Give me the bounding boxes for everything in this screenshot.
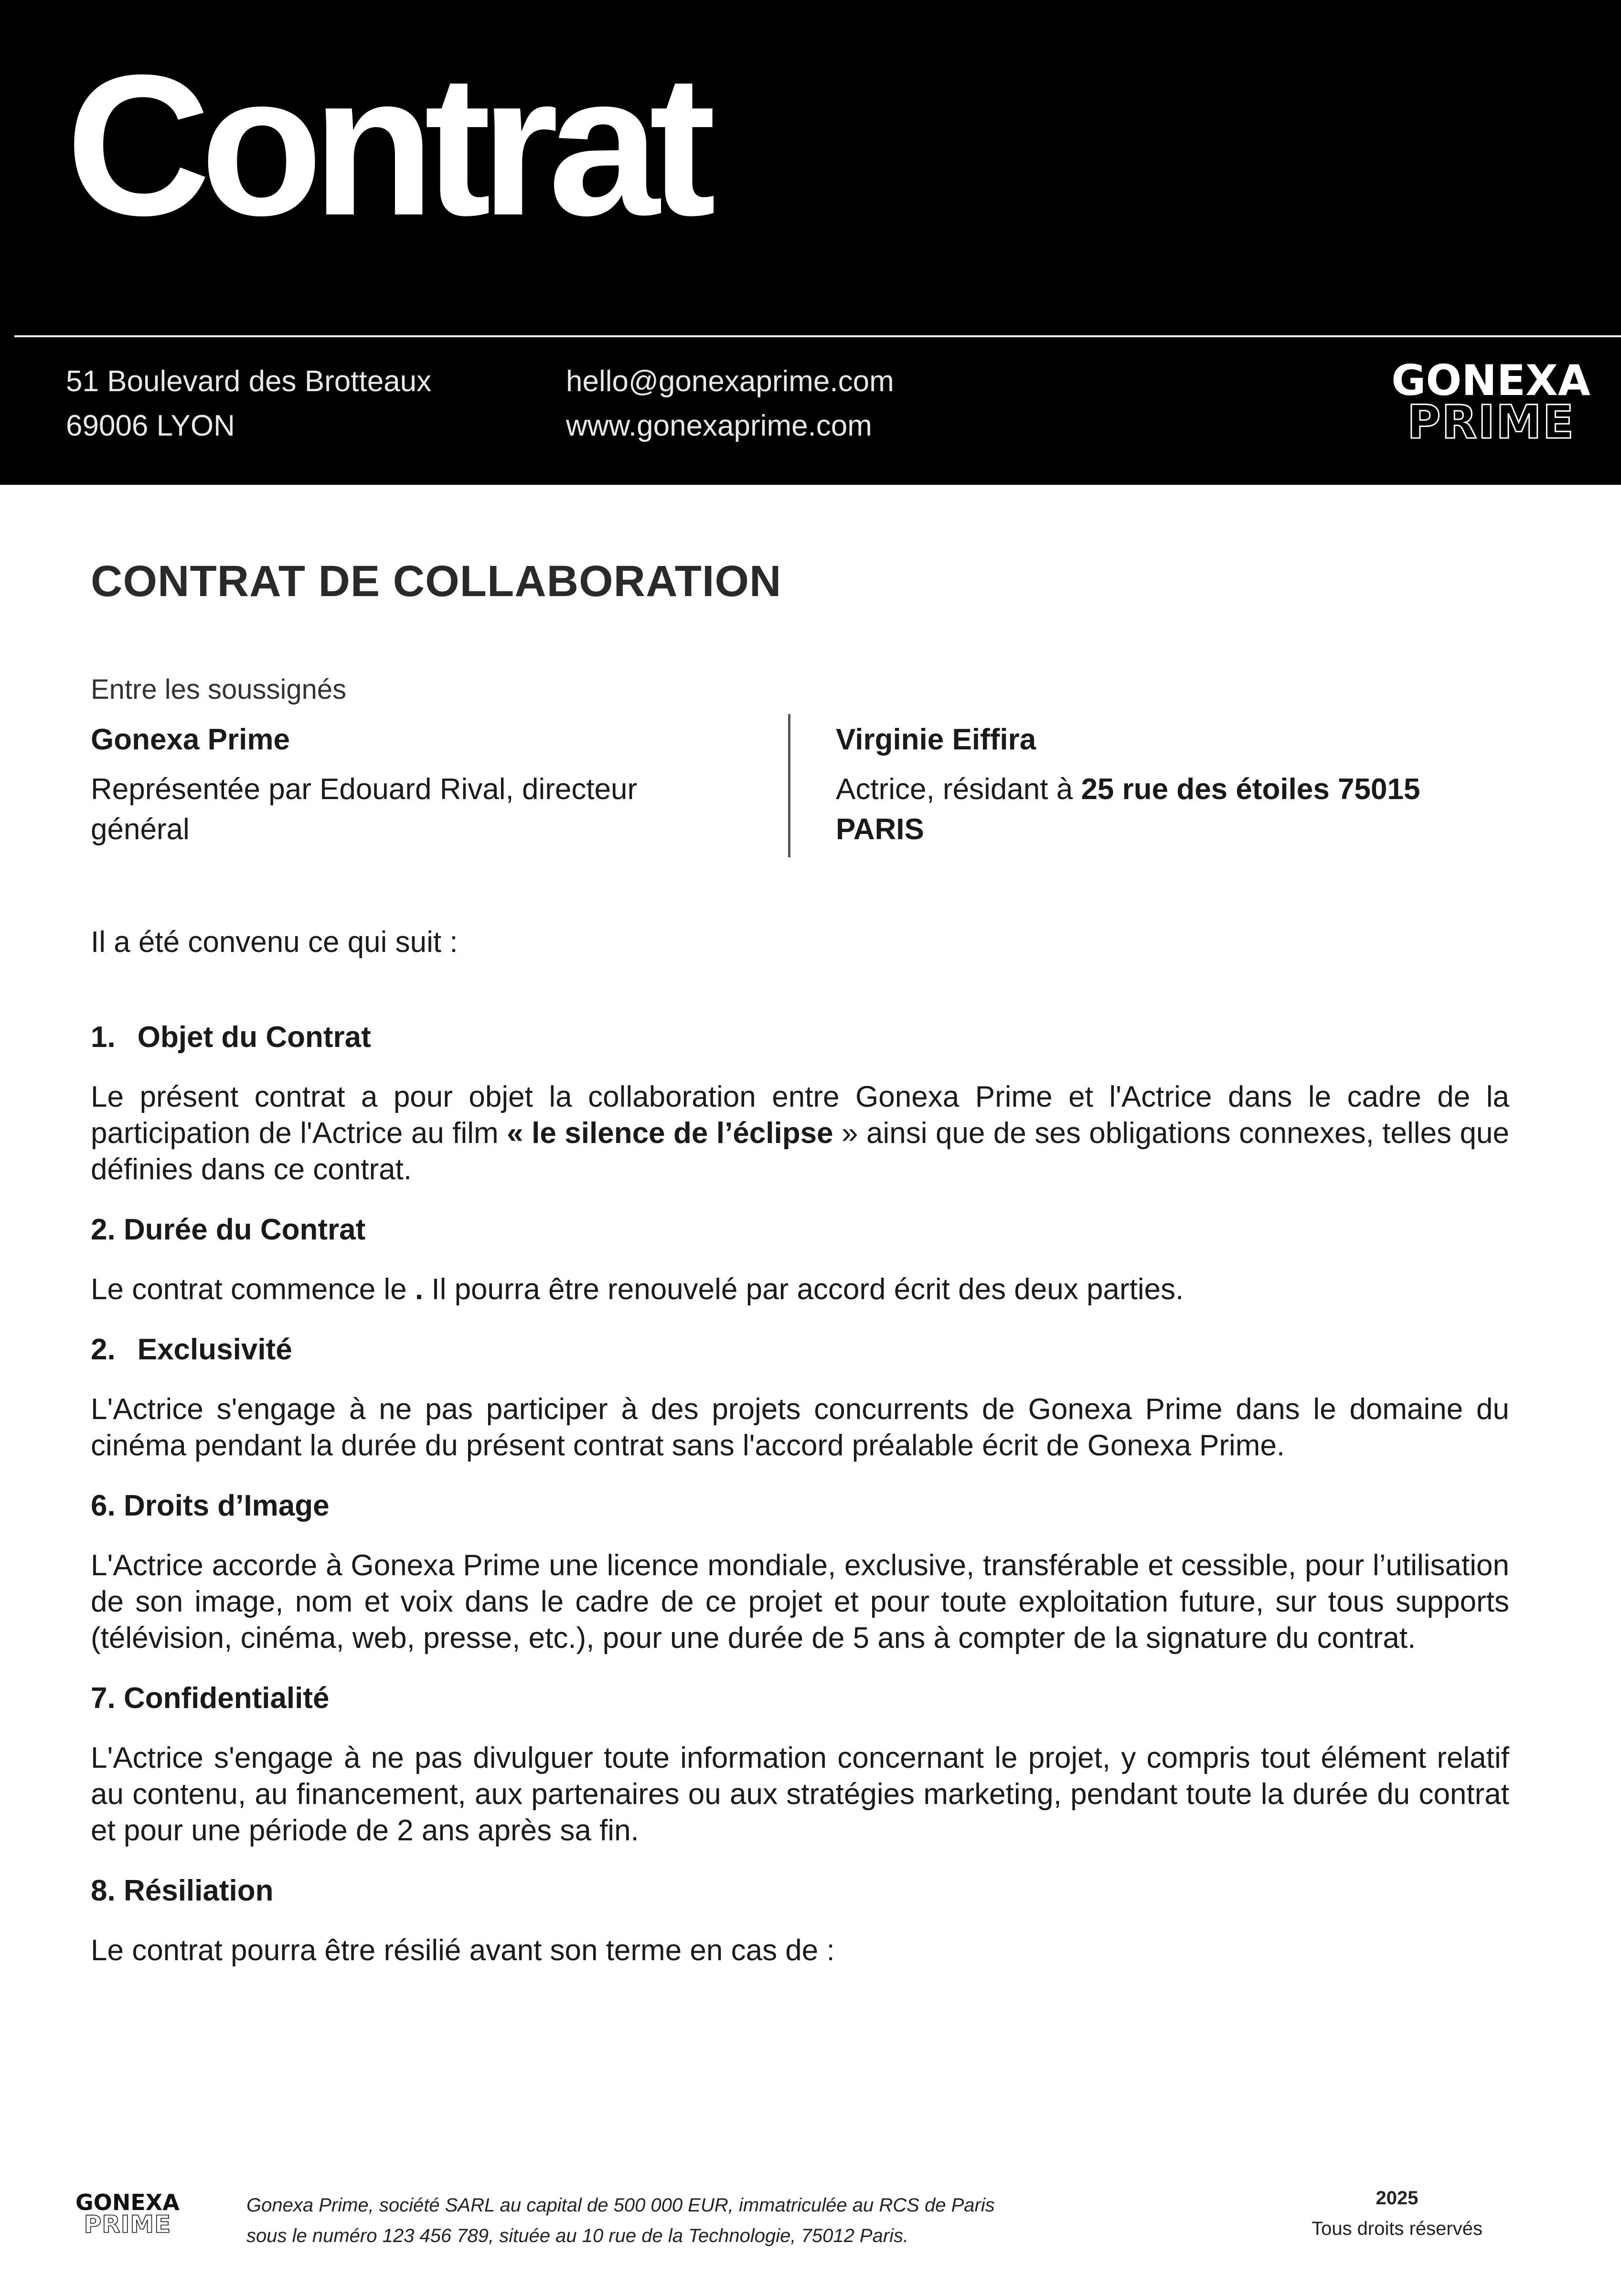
section-exclusivite — [91, 1333, 1509, 1464]
website-link[interactable]: www.gonexaprime.com — [566, 409, 872, 442]
address-line-1: 51 Boulevard des Brotteaux — [66, 365, 432, 398]
footer-year: 2025 — [1376, 2188, 1418, 2209]
party-actress-description — [836, 769, 1504, 850]
section-title: Droits d’Image — [123, 1489, 330, 1522]
email-link[interactable]: hello@gonexaprime.com — [566, 365, 894, 398]
section-number: 2. — [91, 1213, 116, 1246]
document-body — [91, 556, 1509, 1994]
company-logo — [1391, 356, 1590, 449]
section-heading — [91, 1333, 1509, 1367]
section-title: Exclusivité — [137, 1333, 292, 1366]
section-resiliation — [91, 1874, 1509, 1969]
logo-text-prime: PRIME — [1407, 395, 1575, 449]
section-duree — [91, 1213, 1509, 1308]
footer-logo — [75, 2189, 180, 2238]
section-text: L'Actrice s'engage à ne pas divulguer toute information concernant le projet, y compris tout élément relatif au contenu, au financement, aux partenaires ou aux stratégies marketing, pendant toute la durée du contrat et pour une période de 2 ans après sa fin. — [91, 1741, 1509, 1847]
section-confidentialite — [91, 1681, 1509, 1849]
section-objet — [91, 1020, 1509, 1188]
section-heading — [91, 1681, 1509, 1715]
party-actress-name: Virginie Eiffira — [836, 723, 1036, 756]
section-title: Durée du Contrat — [123, 1213, 366, 1246]
section-text: L'Actrice s'engage à ne pas participer à des projets concurrents de Gonexa Prime dans le domaine du cinéma pendant la durée du présent contrat sans l'accord préalable écrit de Gonexa Prime. — [91, 1393, 1509, 1462]
agreement-intro: Il a été convenu ce qui suit : — [91, 926, 458, 959]
party-company-name: Gonexa Prime — [91, 723, 290, 756]
section-heading — [91, 1489, 1509, 1523]
section-text-part: » ainsi que de ses obligations connexes, telles que définies dans ce contrat. — [91, 1117, 1509, 1186]
section-text: L'Actrice accorde à Gonexa Prime une licence mondiale, exclusive, transférable et cessible, pour l’utilisation de son image, nom et voix dans le cadre de ce projet et pour toute exploitation future, sur tous supports (télévision, cinéma, web, presse, etc.), pour une durée de 5 ans à compter de la signature du contrat. — [91, 1549, 1509, 1655]
section-number: 7. — [91, 1682, 116, 1715]
section-title: Confidentialité — [123, 1682, 330, 1715]
address-line-2: 69006 LYON — [66, 409, 235, 442]
section-number: 1. — [91, 1021, 116, 1054]
section-heading — [91, 1020, 1509, 1054]
party-company-description: Représentée par Edouard Rival, directeur général — [91, 773, 638, 846]
logo-text-gonexa: GONEXA — [75, 2189, 180, 2215]
party-actress-role: Actrice, résidant à — [836, 773, 1081, 806]
section-heading — [91, 1213, 1509, 1247]
section-text-part: Le contrat commence le — [91, 1273, 415, 1306]
logo-text-prime: PRIME — [84, 2210, 171, 2238]
section-number: 6. — [91, 1489, 116, 1522]
page-title: Contrat — [66, 33, 706, 257]
header-divider — [14, 335, 1621, 337]
film-title: « le silence de l’éclipse — [507, 1117, 833, 1150]
parties-intro: Entre les soussignés — [91, 674, 347, 705]
section-text — [91, 1271, 1509, 1308]
section-number: 8. — [91, 1874, 116, 1907]
header-banner — [0, 0, 1621, 485]
footer-legal — [246, 2190, 995, 2251]
footer-rights: Tous droits réservés — [1312, 2218, 1482, 2239]
company-address — [66, 359, 431, 448]
logo-text-gonexa: GONEXA — [1391, 356, 1590, 405]
footer-copyright — [1312, 2183, 1482, 2244]
footer-legal-line-2: sous le numéro 123 456 789, située au 10 rue de la Technologie, 75012 Paris. — [246, 2225, 909, 2246]
party-actress — [836, 720, 1504, 850]
party-company — [91, 720, 740, 850]
company-contact — [566, 359, 894, 448]
section-text-part: Le présent contrat a pour objet la collaboration entre Gonexa Prime et l'Actrice dans le cadre de la participation de l'Actrice au film — [91, 1080, 1509, 1150]
footer-legal-line-1: Gonexa Prime, société SARL au capital de 500 000 EUR, immatriculée au RCS de Paris — [246, 2195, 995, 2216]
section-title: Objet du Contrat — [137, 1021, 371, 1054]
party-actress-address: 25 rue des étoiles 75015 PARIS — [836, 773, 1420, 846]
start-date-placeholder: . — [415, 1273, 424, 1306]
section-text: Le contrat pourra être résilié avant son terme en cas de : — [91, 1934, 835, 1967]
section-text — [91, 1079, 1509, 1188]
section-droits-image — [91, 1489, 1509, 1656]
section-text-part: Il pourra être renouvelé par accord écrit des deux parties. — [423, 1273, 1184, 1306]
document-title: CONTRAT DE COLLABORATION — [91, 557, 782, 606]
parties-block — [91, 720, 1509, 863]
section-number: 2. — [91, 1333, 116, 1366]
section-heading — [91, 1874, 1509, 1908]
section-title: Résiliation — [123, 1874, 274, 1907]
parties-divider — [788, 714, 790, 857]
